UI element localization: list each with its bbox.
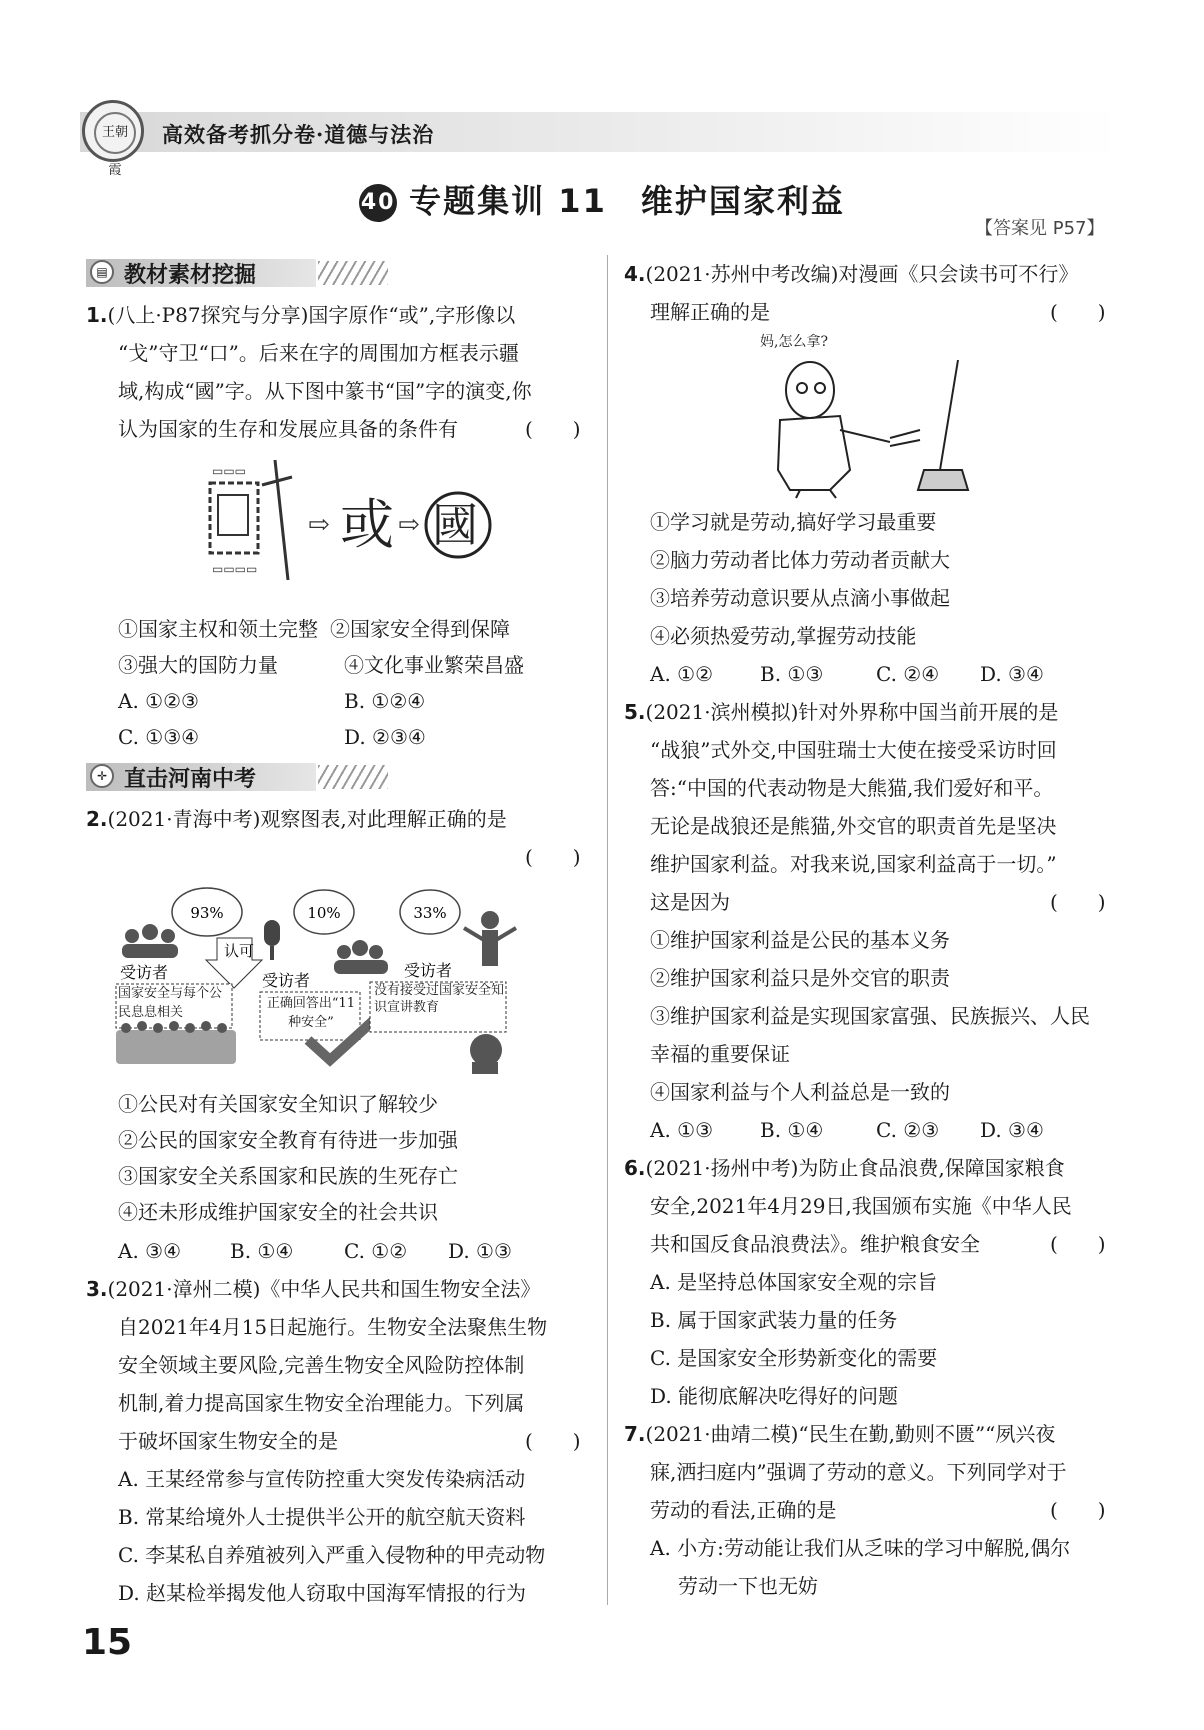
q2-choice-d: D. ①③ [448,1239,512,1263]
publisher-logo [82,100,144,178]
q6-choice-d: D. 能彻底解决吃得好的问题 [650,1384,899,1408]
q6-choice-c: C. 是国家安全形势新变化的需要 [650,1346,938,1370]
stat-33: 33% [413,904,447,922]
q2-choice-b: B. ①④ [230,1239,294,1263]
q5-option-1: ①维护国家利益是公民的基本义务 [650,928,950,952]
book-icon: ▤ [90,260,114,284]
page-number: 15 [82,1622,133,1663]
q1-option-4: ④文化事业繁荣昌盛 [344,653,524,677]
q3-line2: 自2021年4月15日起施行。生物安全法聚焦生物 [118,1315,548,1339]
q1-option-1: ①国家主权和领土完整 [118,617,318,641]
q5-line1: 5.(2021·滨州模拟)针对外界称中国当前开展的是 [624,700,1059,724]
svg-text:▭▭▭▭: ▭▭▭▭ [212,562,258,576]
q3-choice-c: C. 李某私自养殖被列入严重入侵物种的甲壳动物 [118,1543,546,1567]
student-icon [778,362,890,498]
target-icon: ✛ [90,764,114,788]
ge-weapon-icon [262,460,292,580]
q2-survey-figure [112,880,572,1080]
q5-option-3a: ③维护国家利益是实现国家富强、民族振兴、人民 [650,1004,1090,1028]
answer-reference: 【答案见 P57】 [975,218,1105,239]
q5-line6: 这是因为 [650,890,730,914]
scissors-icon [890,430,920,446]
q5-choice-a: A. ①③ [650,1118,714,1142]
q7-line1: 7.(2021·曲靖二模)“民生在勤,勤则不匮”“夙兴夜 [624,1422,1056,1446]
q3-line1: 3.(2021·漳州二模)《中华人民共和国生物安全法》 [86,1277,541,1301]
q2-option-3: ③国家安全关系国家和民族的生死存亡 [118,1164,458,1188]
q4-line1: 4.(2021·苏州中考改编)对漫画《只会读书可不行》 [624,262,1079,286]
respondent-label-3: 受访者 [404,961,453,980]
q1-choice-c: C. ①③④ [118,725,200,749]
q7-line3: 劳动的看法,正确的是 [650,1498,837,1522]
q5-option-4: ④国家利益与个人利益总是一致的 [650,1080,950,1104]
logo-text: 王朝霞 [94,112,136,154]
section-label: 教材素材挖掘 [124,263,257,288]
q1-line4: 认为国家的生存和发展应具备的条件有 [118,417,458,441]
q1-line3: 域,构成“國”字。从下图中篆书“国”字的演变,你 [118,379,532,403]
broom-icon [918,360,968,490]
q4-cartoon [740,330,1000,500]
q5-choice-b: B. ①④ [760,1118,824,1142]
people-icon [334,940,388,974]
q1-option-2: ②国家安全得到保障 [330,617,510,641]
q4-option-3: ③培养劳动意识要从点滴小事做起 [650,586,950,610]
q5-choice-d: D. ③④ [980,1118,1044,1142]
panel2-caption: 正确回答出“11种安全” [266,996,356,1030]
q2-choice-a: A. ③④ [118,1239,182,1263]
q6-line1: 6.(2021·扬州中考)为防止食品浪费,保障国家粮食 [624,1156,1065,1180]
respondent-label-1: 受访者 [120,963,169,982]
q5-option-2: ②维护国家利益只是外交官的职责 [650,966,950,990]
q5-line3: 答:“中国的代表动物是大熊猫,我们爱好和平。 [650,776,1054,800]
head-key-icon [470,1034,502,1074]
q5-answer-blank: ( ) [1050,890,1106,914]
arrow-icon: ⇨ [398,510,420,540]
column-divider [607,255,608,1605]
q1-line2: “戈”守卫“口”。后来在字的周围加方框表示疆 [118,341,519,365]
q1-choice-d: D. ②③④ [344,725,426,749]
q3-answer-blank: ( ) [525,1429,581,1453]
char-guo: 國 [432,498,478,552]
q2-answer-blank: ( ) [525,845,581,869]
q2-option-4: ④还未形成维护国家安全的社会共识 [118,1200,438,1224]
q1-choice-b: B. ①②④ [344,689,426,713]
stat-93: 93% [190,904,224,922]
q5-line4: 无论是战狼还是熊猫,外交官的职责首先是坚决 [650,814,1057,838]
section-label: 直击河南中考 [124,767,257,792]
q2-line1: 2.(2021·青海中考)观察图表,对此理解正确的是 [86,807,507,831]
q3-choice-b: B. 常某给境外人士提供半公开的航空航天资料 [118,1505,526,1529]
q1-figure [200,455,500,585]
arrow-icon: ⇨ [308,510,330,540]
q3-line4: 机制,着力提高国家生物安全治理能力。下列属 [118,1391,525,1415]
q6-choice-a: A. 是坚持总体国家安全观的宗旨 [650,1270,938,1294]
q2-option-2: ②公民的国家安全教育有待进一步加强 [118,1128,458,1152]
q3-choice-d: D. 赵某检举揭发他人窃取中国海军情报的行为 [118,1581,527,1605]
q1-answer-blank: ( ) [525,417,581,441]
q1-option-3: ③强大的国防力量 [118,653,278,677]
q4-line2: 理解正确的是 [650,300,770,324]
q4-answer-blank: ( ) [1050,300,1106,324]
q4-choice-d: D. ③④ [980,662,1044,686]
stat-10: 10% [307,904,341,922]
panel1-caption: 国家安全与每个公民息息相关 [118,986,223,1020]
q4-choice-b: B. ①③ [760,662,824,686]
approve-label: 认可 [224,942,255,960]
panel3-caption: 没有接受过国家安全知识宣讲教育 [374,983,504,1015]
q6-line2: 安全,2021年4月29日,我国颁布实施《中华人民 [650,1194,1072,1218]
book-title: 高效备考抓分卷·道德与法治 [162,122,435,147]
q4-choice-a: A. ①② [650,662,714,686]
q5-option-3b: 幸福的重要保证 [650,1042,790,1066]
q1-choice-a: A. ①②③ [118,689,199,713]
q6-line3: 共和国反食品浪费法》。维护粮食安全 [650,1232,980,1256]
q2-option-1: ①公民对有关国家安全知识了解较少 [118,1092,438,1116]
q5-choice-c: C. ②③ [876,1118,940,1142]
q6-choice-b: B. 属于国家武装力量的任务 [650,1308,898,1332]
q7-choice-a2: 劳动一下也无妨 [678,1574,818,1598]
q6-answer-blank: ( ) [1050,1232,1106,1256]
q1-line1: 1.(八上·P87探究与分享)国字原作“或”,字形像以 [86,303,516,327]
q7-line2: 寐,洒扫庭内”强调了劳动的意义。下列同学对于 [650,1460,1067,1484]
q5-line2: “战狼”式外交,中国驻瑞士大使在接受采访时回 [650,738,1057,762]
q4-choice-c: C. ②④ [876,662,940,686]
q3-choice-a: A. 王某经常参与宣传防控重大突发传染病活动 [118,1467,526,1491]
svg-text:▭▭▭: ▭▭▭ [212,464,247,478]
seal-script-guo-icon [210,464,258,576]
respondent-label-2: 受访者 [262,971,311,990]
title-number: 40 [359,184,397,222]
q4-option-1: ①学习就是劳动,搞好学习最重要 [650,510,937,534]
q5-line5: 维护国家利益。对我来说,国家利益高于一切。” [650,852,1057,876]
q4-option-2: ②脑力劳动者比体力劳动者贡献大 [650,548,950,572]
microphone-icon [264,920,280,960]
q7-answer-blank: ( ) [1050,1498,1106,1522]
char-huo: 或 [340,493,394,556]
shrug-person-icon [464,911,516,966]
q7-choice-a1: A. 小方:劳动能让我们从乏味的学习中解脱,偶尔 [650,1536,1071,1560]
people-icon [122,924,178,958]
title-text: 专题集训 11 维护国家利益 [409,182,845,220]
q2-choice-c: C. ①② [344,1239,408,1263]
speech-text: 妈,怎么拿? [760,334,828,350]
q3-line3: 安全领域主要风险,完善生物安全风险防控体制 [118,1353,525,1377]
q3-line5: 于破坏国家生物安全的是 [118,1429,338,1453]
q4-option-4: ④必须热爱劳动,掌握劳动技能 [650,624,917,648]
